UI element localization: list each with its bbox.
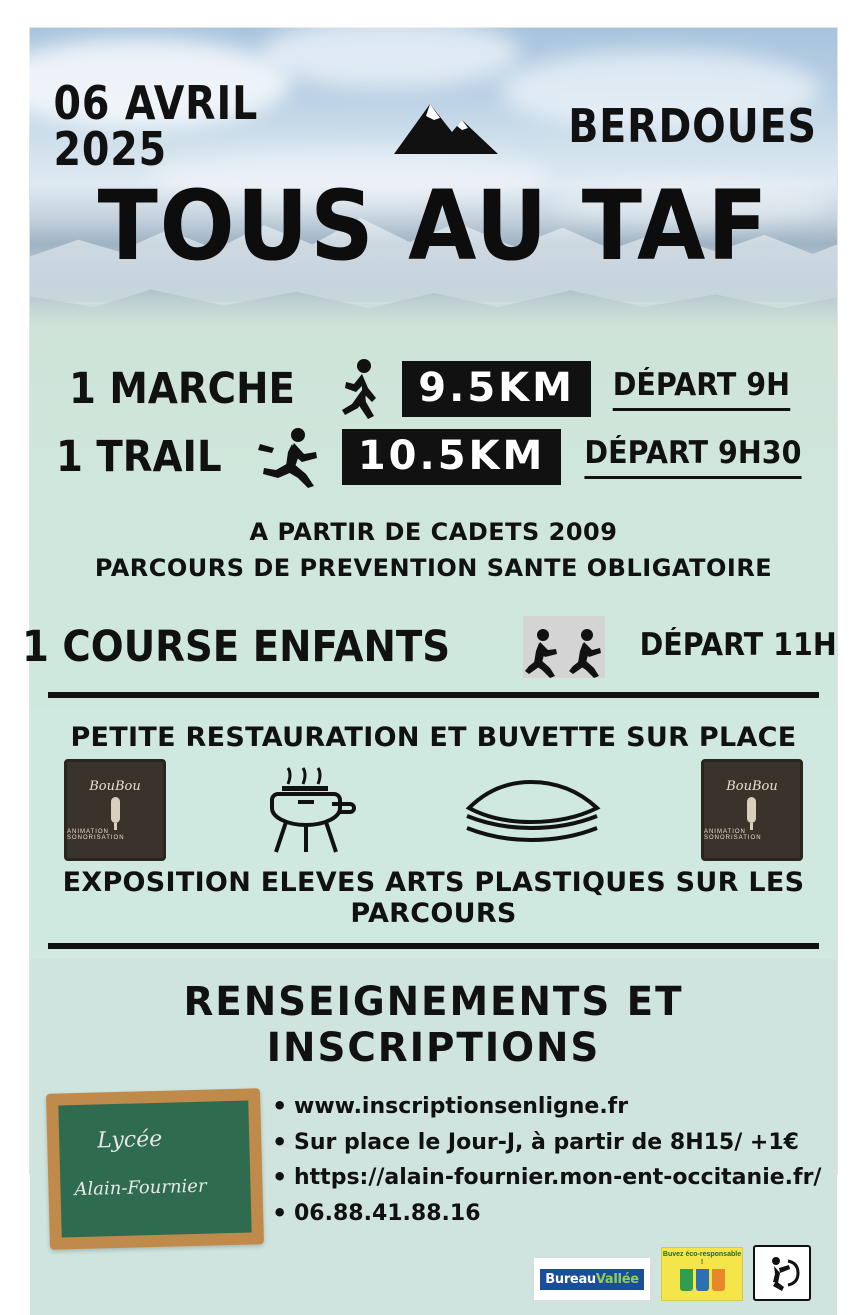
events-section [21, 328, 837, 708]
kids-event-label: 1 COURSE ENFANTS [21, 622, 450, 672]
contact-phone[interactable]: • 06.88.41.88.16 [272, 1196, 821, 1232]
eco-cups-icon [680, 1269, 725, 1291]
divider-rule [48, 943, 819, 949]
event-row-marche [30, 358, 837, 420]
child-runner-icon [523, 626, 563, 678]
kids-event-start-time: DÉPART 11H [639, 626, 837, 663]
walker-icon [334, 358, 388, 420]
contact-website[interactable]: • www.inscriptionsenligne.fr [272, 1089, 821, 1125]
school-name-line2: Alain-Fournier [74, 1175, 207, 1201]
mountain-icon [382, 94, 532, 158]
food-section [30, 708, 837, 959]
event-distance-badge: 10.5KM [342, 429, 562, 485]
event-label: 1 TRAIL [55, 432, 222, 482]
kids-running-icon [523, 616, 605, 678]
child-runner-icon [565, 626, 605, 678]
event-date: 06 AVRIL 2025 [53, 76, 259, 176]
poster-header-row [30, 76, 837, 176]
exposition-title: EXPOSITION ELEVES ARTS PLASTIQUES SUR LES PARCOURS [62, 867, 805, 929]
eco-slogan: Buvez éco-responsable ! [662, 1251, 742, 1266]
recycling-person-glyph [762, 1253, 802, 1293]
event-label: 1 MARCHE [69, 364, 296, 414]
microphone-icon [747, 797, 756, 823]
contact-list [272, 1089, 821, 1232]
food-title: PETITE RESTAURATION ET BUVETTE SUR PLACE [70, 722, 797, 753]
boubou-sponsor-badge [64, 759, 166, 861]
sponsor-row [30, 1241, 837, 1315]
info-body [30, 1079, 837, 1247]
boubou-subtitle: ANIMATION SONORISATION [67, 828, 125, 841]
event-note-line: PARCOURS DE PREVENTION SANTE OBLIGATOIRE [94, 554, 773, 582]
event-row-trail [30, 426, 837, 488]
runner-icon [254, 426, 328, 488]
event-note-line: A PARTIR DE CADETS 2009 [249, 518, 618, 546]
barbecue-icon [258, 764, 368, 856]
recycling-person-icon [753, 1245, 811, 1301]
sandwich-icon [459, 774, 609, 846]
event-place: BERDOUES [568, 99, 817, 153]
bureau-vallee-text-b: Vallée [595, 1271, 639, 1287]
school-name-line1: Lycée [96, 1126, 163, 1154]
poster-hero-photo [30, 28, 837, 328]
blackboard-icon [46, 1088, 264, 1250]
boubou-subtitle: ANIMATION SONORISATION [703, 828, 762, 841]
cloud-shape [260, 18, 520, 88]
boubou-sponsor-badge [701, 759, 803, 861]
boubou-name: BouBou [89, 778, 141, 794]
event-distance-badge: 9.5KM [402, 361, 591, 417]
food-icon-row [30, 753, 837, 867]
contact-ent-link[interactable]: • https://alain-fournier.mon-ent-occitanie.fr/ [272, 1160, 821, 1196]
eco-cups-logo [661, 1247, 743, 1301]
microphone-icon [111, 797, 120, 823]
boubou-name: BouBou [726, 778, 778, 794]
info-section [30, 959, 837, 1315]
event-notes [30, 514, 837, 586]
hero-gradient-fade [30, 282, 837, 328]
event-start-time: DÉPART 9H30 [585, 435, 802, 479]
bureau-vallee-text-a: Bureau [545, 1271, 596, 1287]
event-poster [21, 28, 837, 1287]
poster-title: TOUS AU TAF [97, 170, 770, 282]
bureau-vallee-logo [533, 1257, 651, 1301]
event-start-time: DÉPART 9H [613, 367, 790, 411]
info-title: RENSEIGNEMENTS ET INSCRIPTIONS [183, 979, 684, 1071]
divider-rule [48, 692, 819, 698]
contact-onsite: • Sur place le Jour-J, à partir de 8H15/ +1€ [272, 1125, 821, 1161]
event-row-kids [21, 616, 837, 678]
